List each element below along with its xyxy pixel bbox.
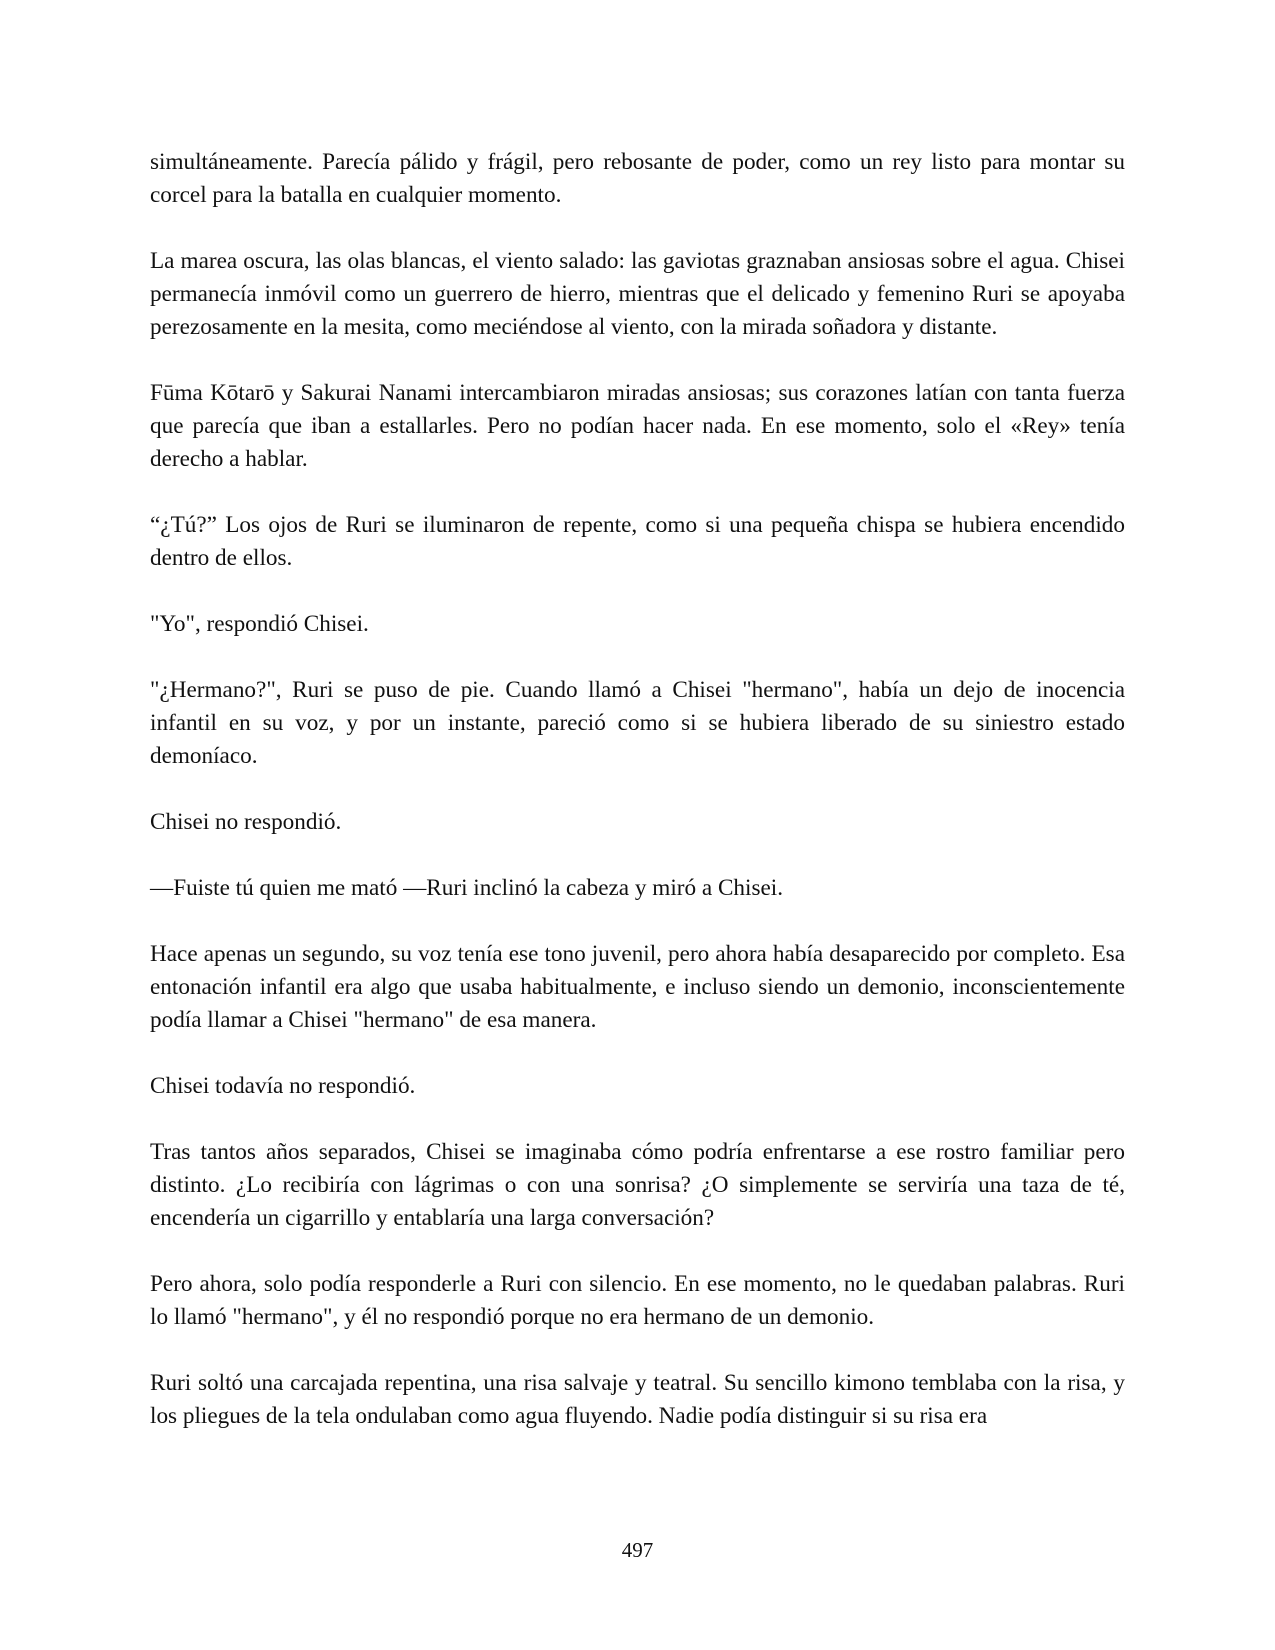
- paragraph: "¿Hermano?", Ruri se puso de pie. Cuando llamó a Chisei "hermano", había un dejo de inocencia infantil en su voz, y por un instante, pareció como si se hubiera liberado de su siniestro estado demoníaco.: [150, 677, 1125, 769]
- paragraph: "Yo", respondió Chisei.: [150, 611, 369, 637]
- paragraph: simultáneamente. Parecía pálido y frágil, pero rebosante de poder, como un rey listo para montar su corcel para la batalla en cualquier momento.: [150, 149, 1125, 208]
- paragraph: Hace apenas un segundo, su voz tenía ese tono juvenil, pero ahora había desaparecido por completo. Esa entonación infantil era algo que usaba habitualmente, e incluso siendo un demonio, inconscientemente podía llamar a Chisei "hermano" de esa manera.: [150, 941, 1125, 1033]
- paragraph: Tras tantos años separados, Chisei se imaginaba cómo podría enfrentarse a ese rostro familiar pero distinto. ¿Lo recibiría con lágrimas o con una sonrisa? ¿O simplemente se serviría una taza de té, encendería un cigarrillo y entablaría una larga conversación?: [150, 1139, 1125, 1231]
- paragraph: Ruri soltó una carcajada repentina, una risa salvaje y teatral. Su sencillo kimono temblaba con la risa, y los pliegues de la tela ondulaban como agua fluyendo. Nadie podía distinguir si su risa era: [150, 1370, 1125, 1429]
- paragraph: Chisei no respondió.: [150, 809, 342, 835]
- paragraph: Chisei todavía no respondió.: [150, 1073, 416, 1099]
- paragraph: Fūma Kōtarō y Sakurai Nanami intercambiaron miradas ansiosas; sus corazones latían con tanta fuerza que parecía que iban a estallarles. Pero no podían hacer nada. En ese momento, solo el «Rey» tenía derecho a hablar.: [150, 380, 1125, 472]
- paragraph: La marea oscura, las olas blancas, el viento salado: las gaviotas graznaban ansiosas sobre el agua. Chisei permanecía inmóvil como un guerrero de hierro, mientras que el delicado y femenino Ruri se apoyaba perezosamente en la mesita, como meciéndose al viento, con la mirada soñadora y distante.: [150, 248, 1125, 340]
- page-body: [150, 146, 1125, 1466]
- paragraph: —Fuiste tú quien me mató —Ruri inclinó la cabeza y miró a Chisei.: [150, 875, 784, 901]
- paragraph: “¿Tú?” Los ojos de Ruri se iluminaron de repente, como si una pequeña chispa se hubiera encendido dentro de ellos.: [150, 512, 1125, 571]
- paragraph: Pero ahora, solo podía responderle a Ruri con silencio. En ese momento, no le quedaban palabras. Ruri lo llamó "hermano", y él no respondió porque no era hermano de un demonio.: [150, 1271, 1125, 1330]
- page-number: 497: [621, 1538, 654, 1562]
